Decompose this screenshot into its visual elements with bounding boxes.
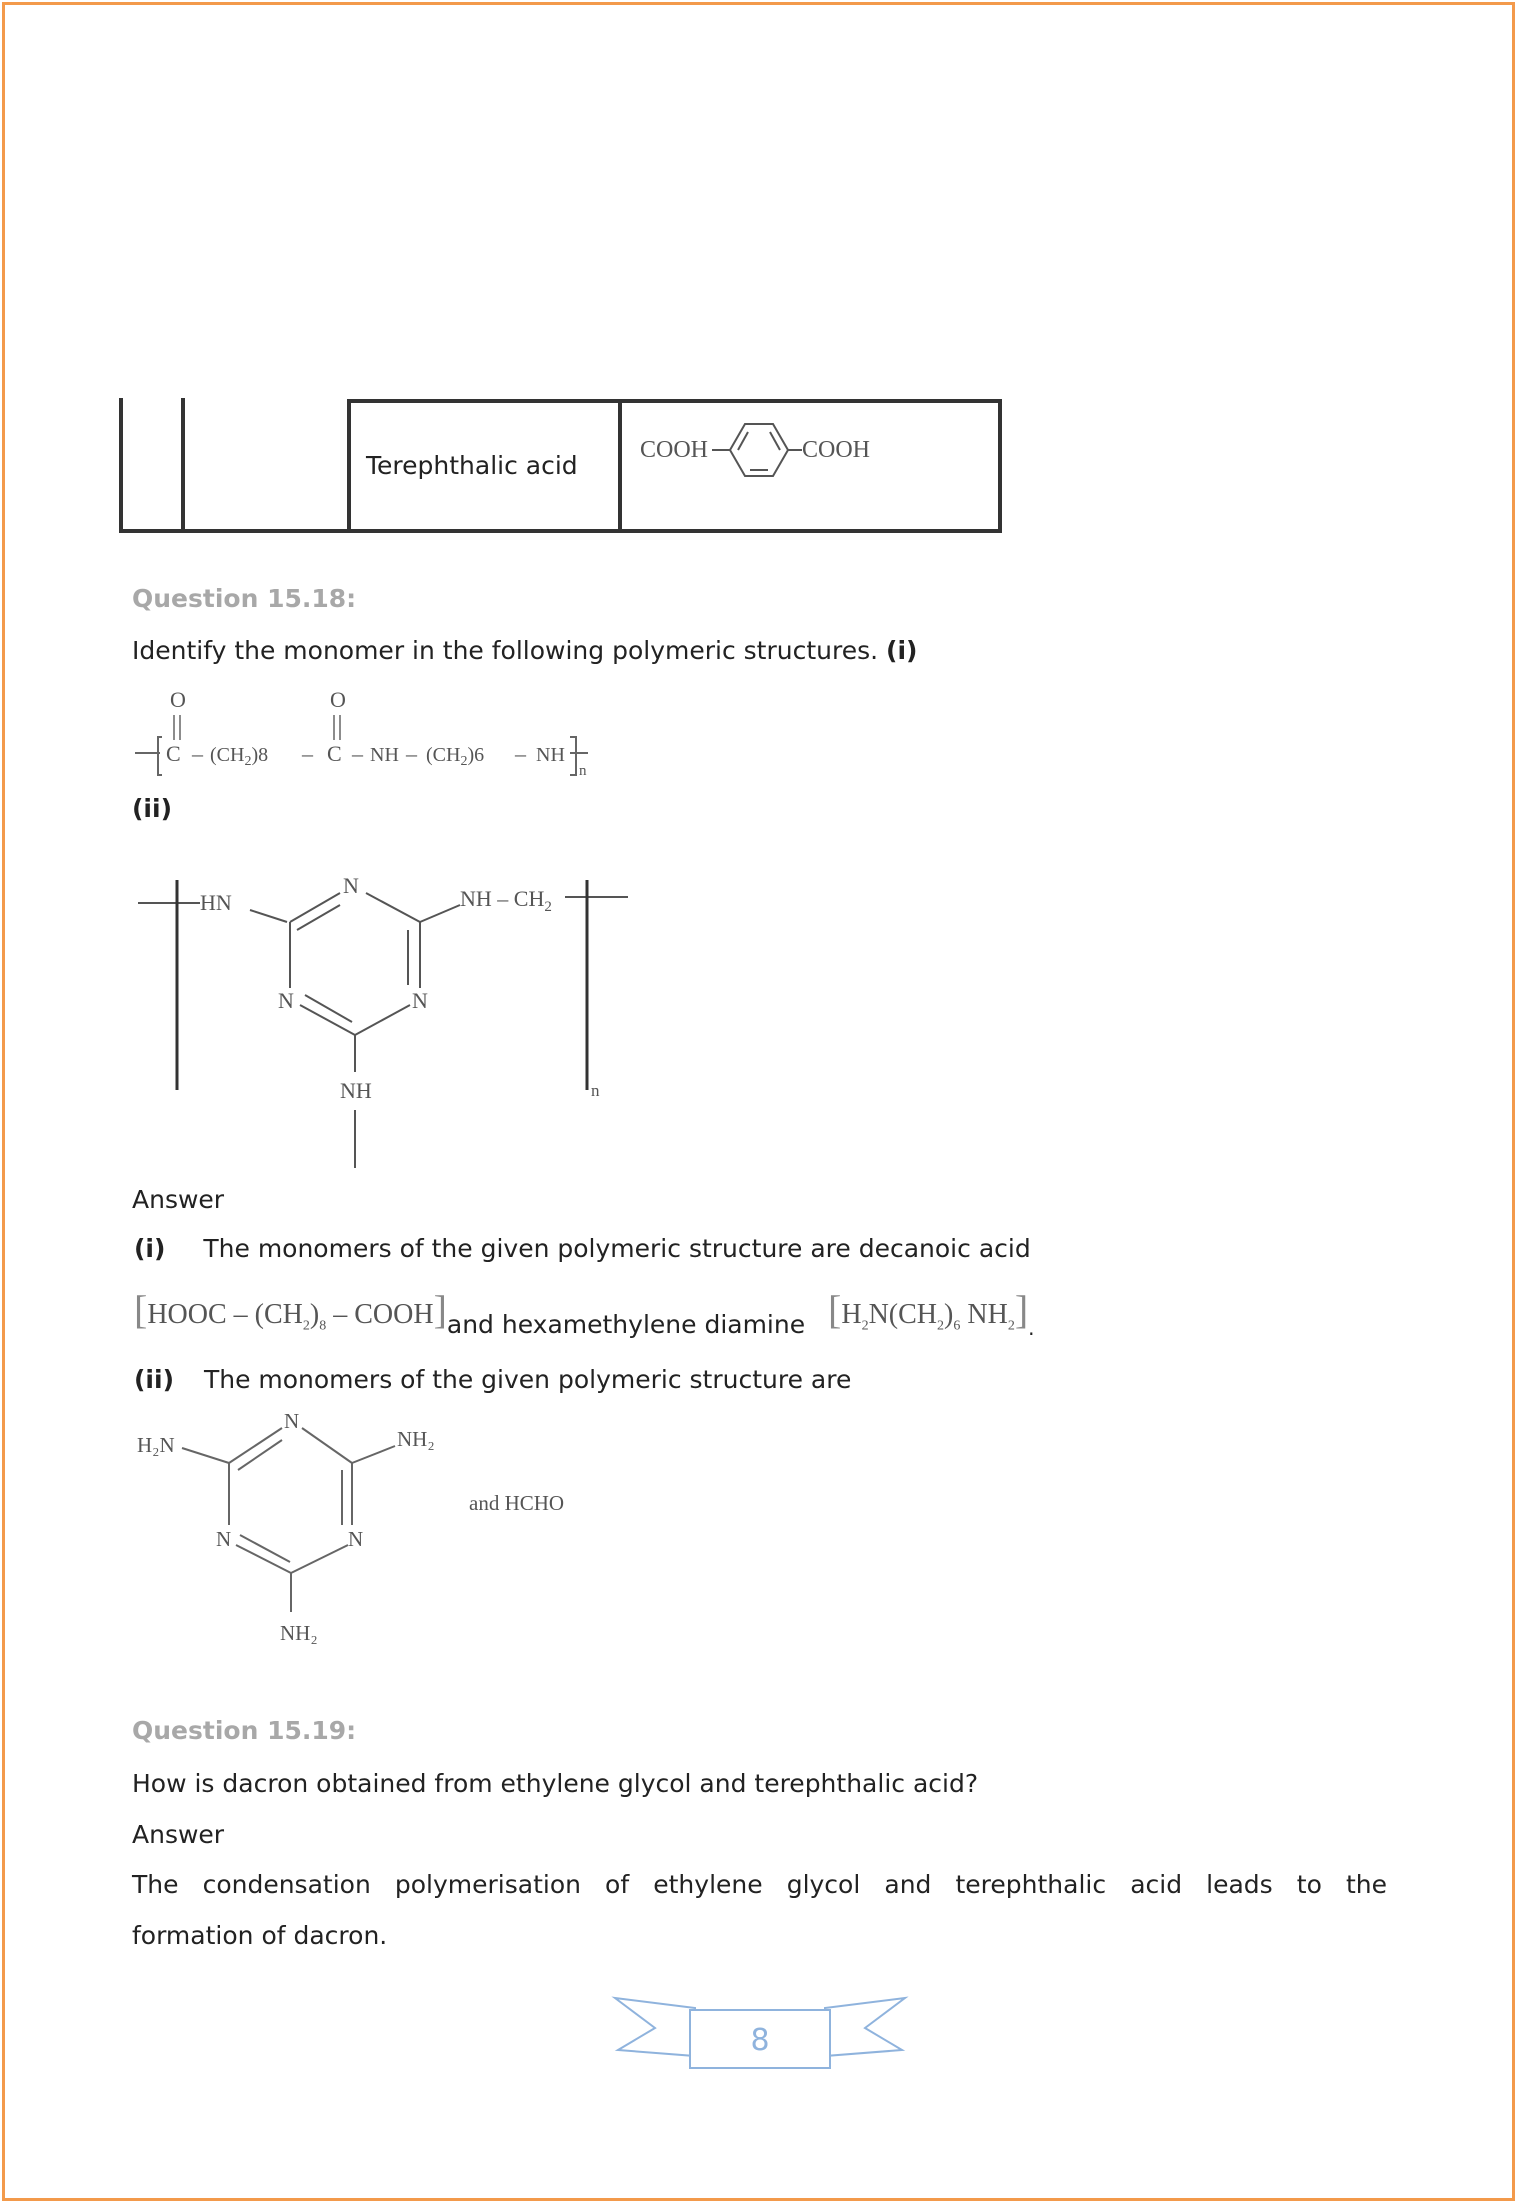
oxygen-label: O: [170, 687, 186, 712]
answer-label: Answer: [132, 1820, 225, 1849]
nitrogen-label: N: [284, 1409, 300, 1433]
question-heading: Question 15.19:: [132, 1716, 357, 1745]
svg-text:–: –: [406, 741, 417, 766]
nh2-label: NH₂: [280, 1621, 318, 1645]
svg-text:NH – CH2: NH – $CH_2$: [460, 886, 552, 915]
nitrogen-label: N: [278, 988, 294, 1013]
svg-text:(CH2)8: $(CH_2)8$: [210, 744, 269, 769]
svg-text:–: –: [352, 741, 363, 766]
answer-ii-label: (ii): [134, 1365, 174, 1394]
svg-text:–: –: [515, 741, 526, 766]
page-number-ribbon: [610, 1988, 910, 2078]
nh-label: NH: [370, 744, 399, 766]
question-heading: Question 15.18:: [132, 584, 357, 613]
connector-text: and hexamethylene diamine: [446, 1310, 806, 1339]
page-number: 8: [750, 2023, 770, 2058]
hn-label: HN: [200, 890, 232, 915]
prompt-text: Identify the monomer in the following polymeric structures.: [132, 636, 879, 665]
h2n-label: H₂N: [137, 1433, 175, 1457]
melamine-structure: [0, 0, 700, 1700]
svg-text:(CH2)6: $(CH_2)6$: [426, 744, 485, 769]
svg-text:–: –: [302, 741, 313, 766]
nh-label: NH: [536, 744, 565, 766]
nitrogen-label: N: [412, 988, 428, 1013]
nitrogen-label: N: [343, 873, 359, 898]
cooh-left-label: COOH: [640, 437, 709, 463]
question-prompt: How is dacron obtained from ethylene glycol and terephthalic acid?: [132, 1769, 979, 1798]
part-i-label: (i): [886, 636, 918, 665]
nitrogen-label: N: [348, 1527, 364, 1551]
decanoic-acid-formula: HOOC – $(CH_2)_8$ – COOH: [147, 1299, 434, 1334]
hexamethylene-diamine-formula: $H_2N(CH_2)_6$ $NH_2$: [841, 1299, 1015, 1334]
answer-text-line: The condensation polymerisation of ethylene glycol and terephthalic acid leads to the: [132, 1870, 1387, 1899]
cooh-right-label: COOH: [802, 437, 871, 463]
oxygen-label: O: [330, 687, 346, 712]
nitrogen-label: N: [216, 1527, 232, 1551]
answer-i-text: The monomers of the given polymeric structure are decanoic acid: [203, 1234, 1031, 1263]
part-ii-label: (ii): [132, 794, 172, 823]
table-border: [998, 399, 1002, 533]
repeat-n-label: n: [591, 1081, 600, 1100]
table-cell-monomer-name: Terephthalic acid: [366, 451, 578, 480]
and-hcho-label: and HCHO: [469, 1491, 565, 1515]
answer-ii-text: The monomers of the given polymeric structure are: [203, 1365, 852, 1394]
nh2-label: NH₂: [397, 1427, 435, 1451]
carbon-label: C: [327, 741, 342, 766]
answer-text-line: formation of dacron.: [132, 1921, 388, 1950]
repeat-n-label: n: [579, 763, 587, 779]
svg-text:–: –: [192, 741, 203, 766]
nh-label: NH: [340, 1078, 372, 1103]
answer-i-label: (i): [134, 1234, 166, 1263]
answer-label: Answer: [132, 1185, 225, 1214]
carbon-label: C: [166, 741, 181, 766]
formula-line: [HOOC – $(CH_2)_8$ – COOH]and hexamethylene diamine [$H_2N(CH_2)_6$ $NH_2]_.$: [134, 1287, 1035, 1340]
